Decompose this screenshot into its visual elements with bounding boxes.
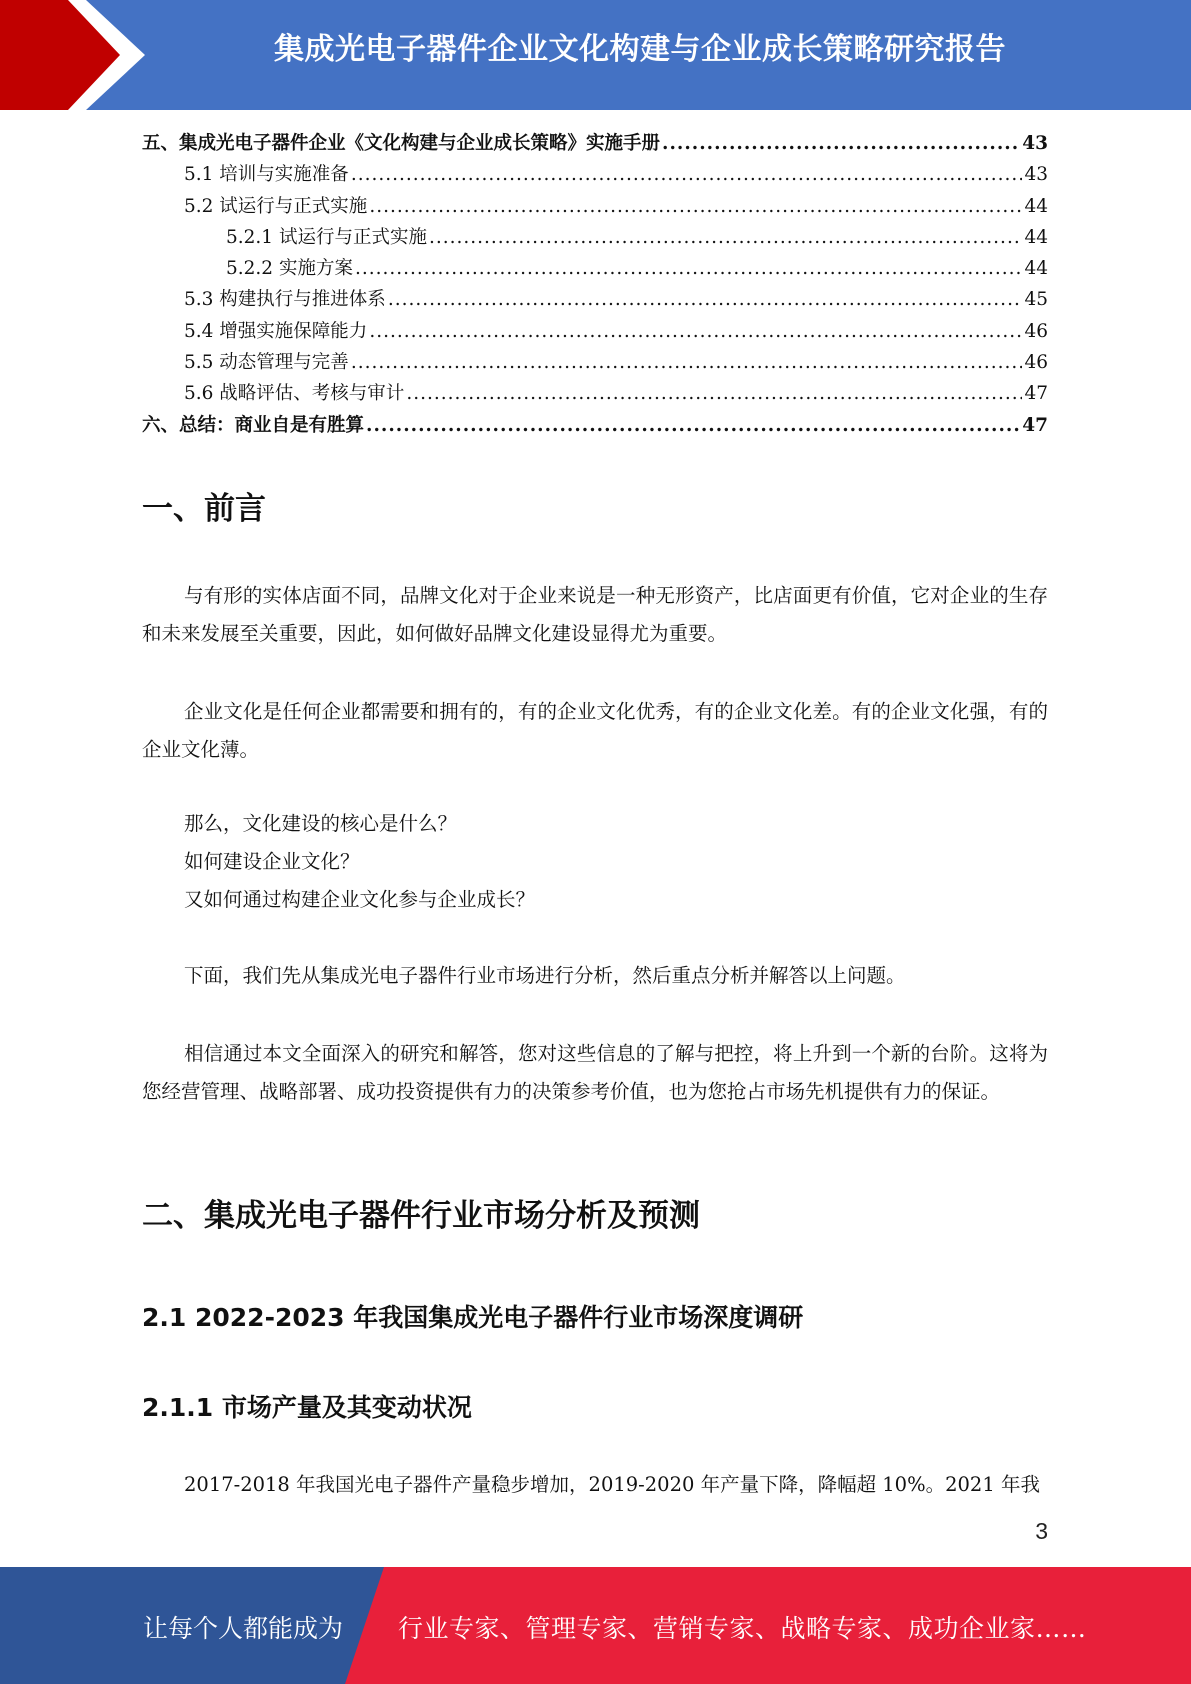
toc-entry-page: 43	[1022, 133, 1048, 154]
body-paragraph: 2017-2018 年我国光电子器件产量稳步增加，2019-2020 年产量下降，降幅超 10%。2021 年我	[184, 1473, 1040, 1496]
toc-entry-title: 六、总结：商业自是有胜算	[142, 414, 365, 436]
body-paragraph: 与有形的实体店面不同，品牌文化对于企业来说是一种无形资产，比店面更有价值，它对企业的生存和未来发展至关重要，因此，如何做好品牌文化建设显得尤为重要。	[142, 584, 1048, 645]
question-line: 又如何通过构建企业文化参与企业成长？	[184, 888, 536, 911]
toc-entry-page: 44	[1024, 195, 1048, 217]
footer-slogan-left: 让每个人都能成为	[143, 1614, 344, 1643]
toc-entry-title: 5.1 培训与实施准备	[184, 164, 349, 186]
body-paragraph: 企业文化是任何企业都需要和拥有的，有的企业文化优秀，有的企业文化差。有的企业文化强，有的企业文化薄。	[142, 700, 1048, 761]
toc-entry-title: 5.6 战略评估、考核与审计	[184, 383, 405, 405]
toc-entry[interactable]	[142, 128, 1048, 159]
page-footer-band	[0, 1567, 1191, 1684]
toc-entry-title: 五、集成光电子器件企业《文化构建与企业成长策略》实施手册	[142, 133, 661, 154]
footer-slogan-right: 行业专家、管理专家、营销专家、战略专家、成功企业家……	[398, 1614, 1087, 1643]
toc-entry-title: 5.2.1 试运行与正式实施	[226, 226, 427, 248]
section-heading-preface: 一、前言	[142, 491, 266, 527]
subsection-heading: 2.1 2022-2023 年我国集成光电子器件行业市场深度调研	[142, 1303, 804, 1332]
toc-entry-title: 5.2 试运行与正式实施	[184, 195, 368, 217]
header-arrow-decoration	[0, 0, 150, 110]
question-list	[142, 805, 1048, 919]
section-heading-market: 二、集成光电子器件行业市场分析及预测	[142, 1198, 700, 1234]
table-of-contents	[142, 128, 1048, 441]
toc-entry-page: 47	[1022, 414, 1048, 436]
toc-entry-title: 5.5 动态管理与完善	[184, 352, 349, 374]
body-paragraph: 下面，我们先从集成光电子器件行业市场进行分析，然后重点分析并解答以上问题。	[184, 964, 906, 987]
toc-leader-dots	[366, 410, 1020, 441]
toc-entry[interactable]	[142, 316, 1048, 347]
toc-leader-dots	[369, 191, 1022, 222]
toc-entry[interactable]	[142, 159, 1048, 190]
toc-entry-page: 43	[1024, 164, 1048, 186]
toc-entry-page: 44	[1024, 226, 1048, 248]
toc-leader-dots	[355, 253, 1023, 284]
toc-entry[interactable]	[142, 284, 1048, 315]
toc-leader-dots	[351, 347, 1023, 378]
toc-entry[interactable]	[142, 378, 1048, 409]
body-paragraph: 相信通过本文全面深入的研究和解答，您对这些信息的了解与把控，将上升到一个新的台阶。这将为您经营管理、战略部署、成功投资提供有力的决策参考价值，也为您抢占市场先机提供有力的保证。	[142, 1042, 1048, 1103]
toc-entry-page: 46	[1024, 352, 1048, 374]
toc-leader-dots	[369, 316, 1022, 347]
toc-entry[interactable]	[142, 253, 1048, 284]
toc-entry-page: 47	[1024, 383, 1048, 405]
toc-leader-dots	[388, 284, 1023, 315]
toc-entry[interactable]	[142, 410, 1048, 441]
subsubsection-heading: 2.1.1 市场产量及其变动状况	[142, 1393, 472, 1422]
toc-entry-page: 45	[1024, 289, 1048, 311]
toc-leader-dots	[406, 378, 1022, 409]
toc-entry-title: 5.3 构建执行与推进体系	[184, 289, 386, 311]
page-number: 3	[1035, 1518, 1048, 1544]
toc-entry[interactable]	[142, 222, 1048, 253]
toc-entry-title: 5.4 增强实施保障能力	[184, 320, 368, 342]
toc-entry[interactable]	[142, 191, 1048, 222]
question-line: 那么，文化建设的核心是什么？	[184, 812, 458, 835]
toc-leader-dots	[351, 159, 1023, 190]
toc-entry-title: 5.2.2 实施方案	[226, 258, 353, 280]
header-title: 集成光电子器件企业文化构建与企业成长策略研究报告	[274, 32, 1006, 67]
toc-leader-dots	[662, 128, 1020, 159]
toc-entry[interactable]	[142, 347, 1048, 378]
toc-entry-page: 44	[1024, 258, 1048, 280]
toc-leader-dots	[429, 222, 1022, 253]
question-line: 如何建设企业文化？	[184, 850, 360, 873]
page-header-band	[0, 0, 1191, 110]
toc-entry-page: 46	[1024, 320, 1048, 342]
